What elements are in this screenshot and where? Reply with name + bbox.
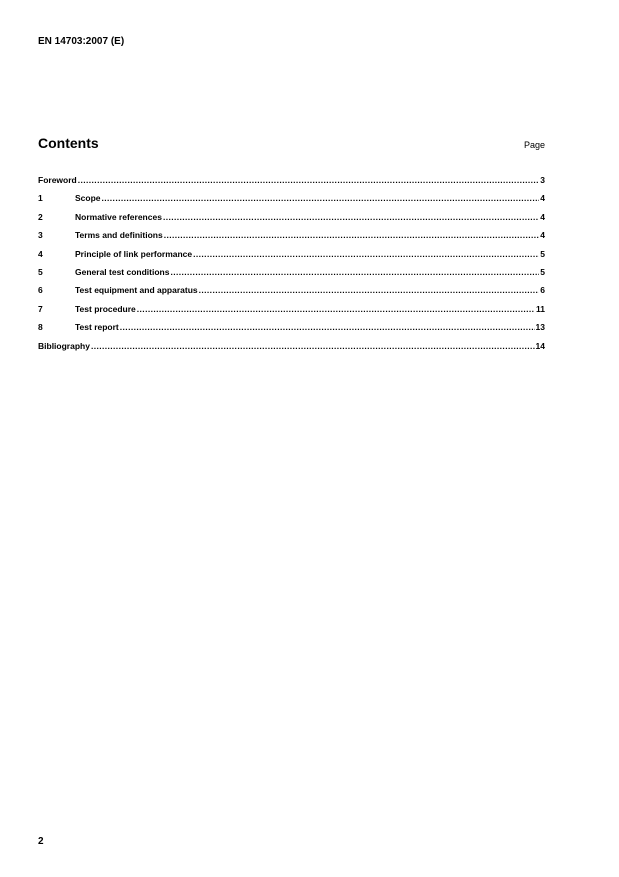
toc-dot-leader xyxy=(91,341,535,351)
toc-entry-test-report[interactable] xyxy=(38,322,545,340)
toc-entry-terms-and-definitions[interactable] xyxy=(38,230,545,248)
toc-entry-title: Test equipment and apparatus xyxy=(75,285,198,296)
toc-dot-leader xyxy=(164,230,540,240)
toc-entry-test-equipment-and-apparatus[interactable] xyxy=(38,285,545,303)
toc-entry-number: 7 xyxy=(38,303,43,314)
toc-entry-page: 14 xyxy=(535,340,545,351)
toc-entry-title: Foreword xyxy=(38,175,77,185)
toc-entry-scope[interactable] xyxy=(38,193,545,211)
toc-entry-number: 3 xyxy=(38,230,43,241)
toc-entry-page: 5 xyxy=(540,266,545,277)
toc-entry-title: Normative references xyxy=(75,211,162,222)
toc-entry-number: 4 xyxy=(38,248,43,259)
toc-entry-page: 11 xyxy=(536,303,545,314)
toc-entry-page: 3 xyxy=(540,175,545,185)
toc-entry-page: 4 xyxy=(540,230,545,241)
toc-dot-leader xyxy=(193,249,539,259)
table-of-contents xyxy=(38,175,545,359)
toc-entry-foreword[interactable] xyxy=(38,175,545,193)
footer-page-number: 2 xyxy=(38,836,44,847)
contents-heading: Contents xyxy=(38,135,99,151)
toc-entry-general-test-conditions[interactable] xyxy=(38,267,545,285)
toc-entry-title: General test conditions xyxy=(75,266,170,277)
toc-entry-number: 6 xyxy=(38,285,43,296)
toc-dot-leader xyxy=(102,193,540,203)
toc-entry-page: 4 xyxy=(540,211,545,222)
toc-entry-test-procedure[interactable] xyxy=(38,304,545,322)
toc-entry-page: 13 xyxy=(535,322,545,333)
toc-entry-number: 5 xyxy=(38,266,43,277)
toc-entry-number: 1 xyxy=(38,193,43,204)
toc-entry-bibliography[interactable] xyxy=(38,341,545,359)
toc-entry-title: Principle of link performance xyxy=(75,248,193,259)
toc-entry-title: Scope xyxy=(75,193,101,204)
toc-dot-leader xyxy=(163,212,539,222)
toc-entry-normative-references[interactable] xyxy=(38,212,545,230)
toc-entry-title: Test procedure xyxy=(75,303,136,314)
toc-entry-number: 2 xyxy=(38,211,43,222)
toc-entry-page: 5 xyxy=(540,248,545,259)
toc-entry-page: 6 xyxy=(540,285,545,296)
toc-entry-page: 4 xyxy=(540,193,545,204)
toc-dot-leader xyxy=(137,304,535,314)
page-column-label: Page xyxy=(523,140,545,150)
toc-entry-principle-of-link-performance[interactable] xyxy=(38,249,545,267)
toc-entry-title: Bibliography xyxy=(38,340,90,351)
toc-entry-title: Terms and definitions xyxy=(75,230,163,241)
toc-dot-leader xyxy=(78,175,540,185)
toc-dot-leader xyxy=(199,285,540,295)
toc-dot-leader xyxy=(120,322,535,332)
toc-dot-leader xyxy=(170,267,539,277)
toc-entry-number: 8 xyxy=(38,322,43,333)
document-identifier: EN 14703:2007 (E) xyxy=(38,36,125,47)
toc-entry-title: Test report xyxy=(75,322,119,333)
